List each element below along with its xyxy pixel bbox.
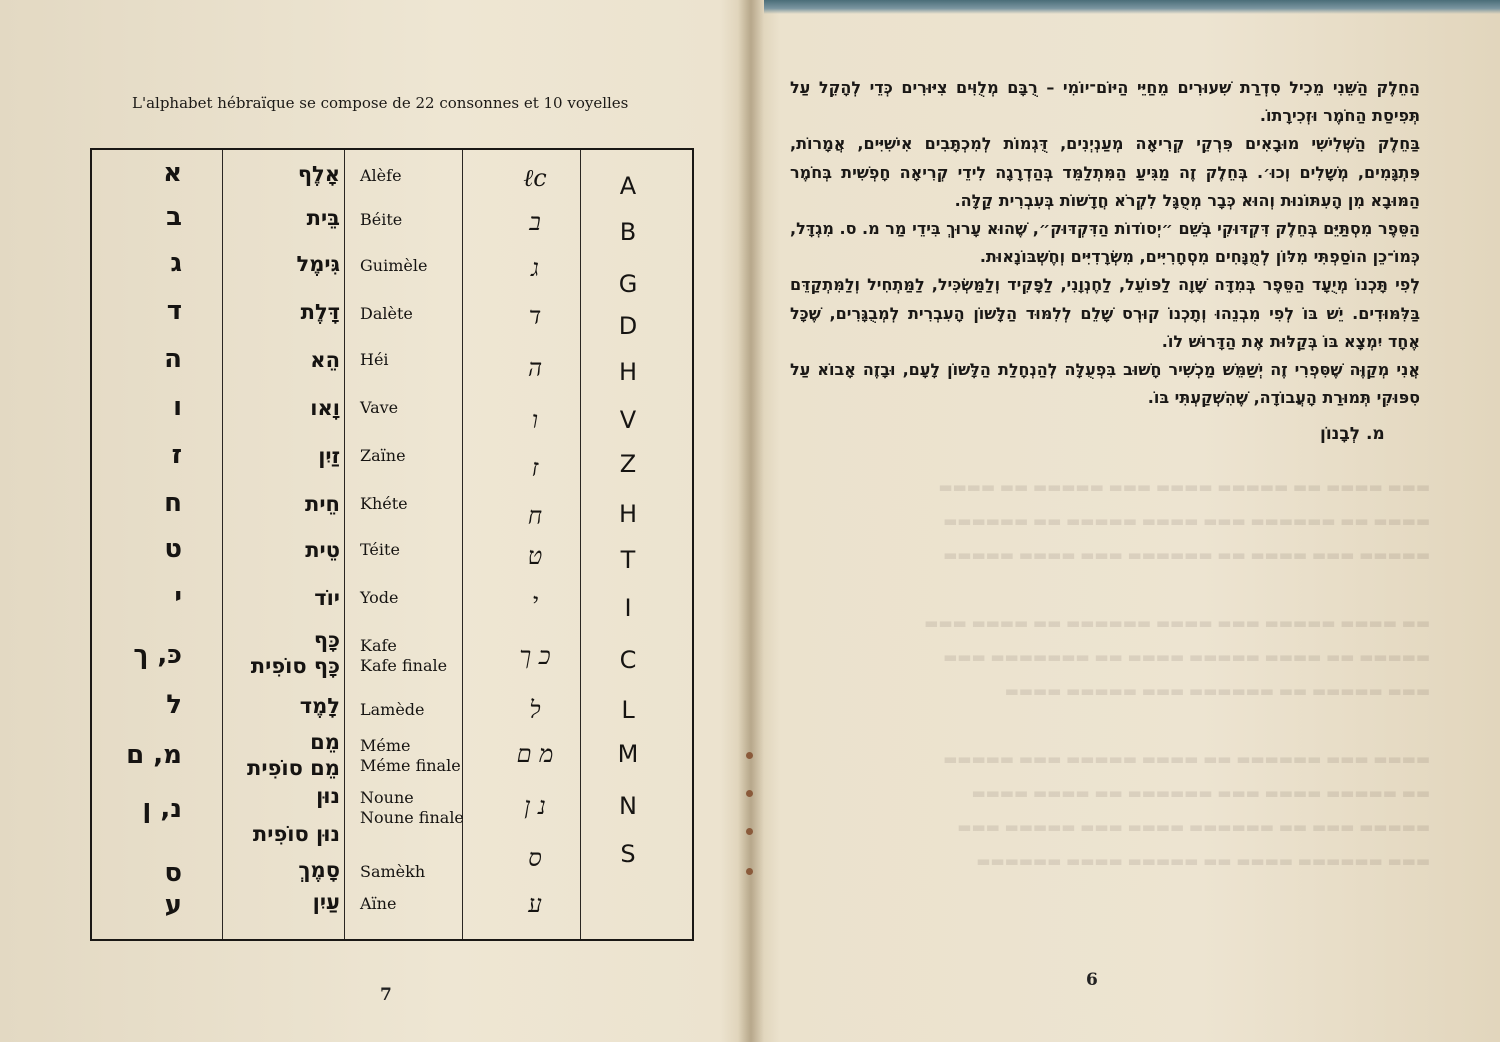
hebrew-letter: מ, ם bbox=[126, 740, 182, 770]
page-title: L'alphabet hébraïque se compose de 22 consonnes et 10 voyelles bbox=[132, 94, 629, 112]
latin-equivalent: T bbox=[620, 546, 636, 574]
letter-name-hebrew: מֵם bbox=[310, 730, 340, 754]
letter-name-french: Héi bbox=[360, 350, 389, 369]
cursive-letter: ז bbox=[531, 454, 539, 482]
cursive-letter: מ ם bbox=[516, 740, 554, 768]
letter-name-hebrew: חֵית bbox=[305, 492, 340, 516]
cursive-letter: ד bbox=[528, 302, 542, 330]
letter-name-french: Guimèle bbox=[360, 256, 428, 275]
binding-stitch bbox=[746, 790, 753, 797]
hebrew-preface-text bbox=[790, 74, 1420, 412]
letter-name-hebrew: סָמֶךְ bbox=[298, 858, 340, 882]
letter-name-hebrew: נוּן bbox=[316, 784, 340, 808]
letter-name-french-final: Kafe finale bbox=[360, 656, 448, 675]
cursive-letter: ל bbox=[529, 696, 541, 724]
latin-equivalent: B bbox=[619, 218, 637, 246]
hebrew-letter: ו bbox=[173, 392, 182, 422]
letter-name-french: Alèfe bbox=[360, 166, 402, 185]
letter-name-french: Kafe bbox=[360, 636, 397, 655]
letter-name-french: Vave bbox=[360, 398, 399, 417]
hebrew-letter: נ, ן bbox=[142, 794, 182, 824]
page-number-right: 6 bbox=[1086, 970, 1098, 990]
show-through-text: ▬▬▬ ▬▬▬▬ ▬▬ ▬▬▬▬▬ ▬▬▬▬ ▬▬▬ ▬▬▬▬▬ ▬▬ ▬▬▬▬ ▬▬▬▬ ▬▬ ▬▬▬▬▬▬ ▬▬▬ ▬▬▬▬ ▬▬▬▬▬ ▬▬ ▬▬▬▬▬▬ ▬▬▬▬▬ ▬▬▬ ▬▬▬▬ ▬▬ ▬▬▬▬▬▬ ▬▬▬ ▬▬▬▬ ▬▬▬▬▬ ▬▬ ▬▬▬▬ ▬▬▬▬▬ ▬▬▬ ▬▬▬▬ ▬▬▬▬▬▬ ▬▬ ▬▬▬▬ ▬▬▬ ▬▬▬▬▬ ▬▬ ▬▬▬▬ ▬▬▬▬▬ ▬▬▬▬ ▬▬ ▬▬▬▬▬▬▬ ▬▬▬ ▬▬▬ ▬▬▬▬▬ ▬▬ ▬▬▬▬▬▬ ▬▬▬ ▬▬▬▬▬ ▬▬▬▬ ▬▬▬▬ ▬▬▬ ▬▬▬▬▬▬ ▬▬ ▬▬▬▬ ▬▬▬▬▬ ▬▬▬ ▬▬▬▬▬ ▬▬ ▬▬▬▬▬ ▬▬▬▬ ▬▬▬ ▬▬▬▬▬▬ ▬▬ ▬▬▬▬ ▬▬▬▬ ▬▬▬▬▬ ▬▬▬ ▬▬ ▬▬▬▬▬▬ ▬▬▬▬ ▬▬▬ ▬▬▬▬▬ ▬▬▬ ▬▬▬ ▬▬▬▬▬▬ ▬▬▬▬ ▬▬ ▬▬▬▬▬ ▬▬▬▬ ▬▬▬▬▬▬ bbox=[924, 478, 1430, 870]
latin-equivalent: A bbox=[619, 172, 637, 200]
hebrew-letter: ה bbox=[164, 344, 182, 374]
cursive-letter: ג bbox=[531, 254, 539, 282]
letter-name-french: Béite bbox=[360, 210, 403, 229]
column-divider bbox=[580, 150, 581, 939]
hebrew-letter: ס bbox=[164, 858, 182, 888]
cursive-letter: ע bbox=[528, 890, 542, 918]
cursive-letter: נ ן bbox=[524, 792, 546, 820]
cursive-letter: ℓc bbox=[523, 164, 547, 192]
latin-equivalent: I bbox=[624, 594, 632, 622]
binding-stitch bbox=[746, 828, 753, 835]
letter-name-hebrew-final: נוּן סוֹפִית bbox=[252, 822, 340, 846]
paragraph: אֲנִי מְקַוֶּה שֶׁסִּפְרִי זֶה יְשַׁמֵּשׁ מַכְשִׁיר חָשׁוּב בִּפְעֻלָּה לְהַנְחָלַת הַלָּשׁוֹן לָעָם, וּבָזֶה אָבוֹא עַל סִפּוּקִי תְּמוּרַת הָעֲבוֹדָה, שֶׁהִשְׁקַעְתִּי בּוֹ. bbox=[790, 360, 1420, 408]
letter-name-hebrew-final: מֵם סוֹפִית bbox=[247, 756, 340, 780]
hebrew-letter: א bbox=[163, 158, 182, 188]
hebrew-letter: ע bbox=[164, 890, 182, 920]
latin-equivalent: G bbox=[618, 270, 638, 298]
latin-equivalent: H bbox=[618, 500, 638, 528]
letter-name-hebrew: הֵא bbox=[310, 348, 340, 372]
column-divider bbox=[344, 150, 345, 939]
hebrew-letter: ט bbox=[164, 534, 182, 564]
hebrew-letter: ג bbox=[170, 248, 182, 278]
letter-name-french: Dalète bbox=[360, 304, 413, 323]
author-signature: מ. לְבָנוֹן bbox=[1320, 424, 1385, 444]
hebrew-letter: כּ, ך bbox=[133, 640, 182, 670]
letter-name-french: Téite bbox=[360, 540, 400, 559]
column-divider bbox=[222, 150, 223, 939]
letter-name-hebrew: לָמֶד bbox=[299, 694, 340, 718]
letter-name-hebrew: בֵּית bbox=[306, 206, 340, 230]
letter-name-french: Khéte bbox=[360, 494, 408, 513]
hebrew-letter: י bbox=[174, 582, 182, 612]
cursive-letter: כ ך bbox=[519, 642, 551, 670]
letter-name-french: Zaïne bbox=[360, 446, 406, 465]
latin-equivalent: Z bbox=[619, 450, 637, 478]
latin-equivalent: D bbox=[618, 312, 638, 340]
latin-equivalent: V bbox=[619, 406, 637, 434]
binding-stitch bbox=[746, 868, 753, 875]
cursive-letter: ח bbox=[527, 502, 543, 530]
latin-equivalent: L bbox=[621, 696, 635, 724]
hebrew-letter: ח bbox=[164, 488, 182, 518]
cursive-letter: ב bbox=[529, 208, 541, 236]
paragraph: לְפִי תָּכְנוֹ מְיֻעָד הַסֵּפֶר בְּמִדָּה שָׁוָה לַפּוֹעֵל, לַחֶנְוָנִי, לַפָּקִיד וְלַמַּשְׂכִּיל, לַמַּתְחִיל וְלַמִּתְקַדֵּם בַּלִּמּוּדִים. יֵשׁ בּוֹ לְפִי מִבְנֵהוּ וְתָכְנוֹ קוּרְס שָׁלֵם לְלִמּוּד הַלָּשׁוֹן הָעִבְרִית לְמְבֻגָּרִים, שֶׁכָּל אֶחָד יִמְצָא בּוֹ בְּקַלּוּת אֶת הַדָּרוּשׁ לוֹ. bbox=[790, 275, 1420, 351]
letter-name-hebrew: כָּף bbox=[313, 628, 340, 652]
latin-equivalent: N bbox=[619, 792, 637, 820]
cursive-letter: ו bbox=[531, 406, 539, 434]
hebrew-letter: ד bbox=[166, 296, 182, 326]
letter-name-hebrew: וָאו bbox=[310, 396, 340, 420]
letter-name-hebrew-final: כָּף סוֹפִית bbox=[250, 654, 340, 678]
hebrew-letter: ב bbox=[166, 202, 182, 232]
letter-name-hebrew: טֵית bbox=[305, 538, 340, 562]
paragraph: בַּחֵלֶק הַשְּׁלִישִׁי מוּבָאִים פִּרְקֵי קְרִיאָה מְעַנְיְנִים, דֻּגְמוֹת לְמִכְתָּבִים אִישִׁיִּים, אֲמָרוֹת, פִּתְגָּמִים, מְשָׁלִים וְכוּ׳. בְּחֵלֶק זֶה מַגִּיעַ הַמִּתְלַמֵּד בְּהַדְרָגָה לִידֵי קְרִיאָה חָפְשִׁית בְּחֹמֶר הַמּוּבָא מִן הָעִתּוֹנוּת וְהוּא כְּבָר מְסֻגָּל לִקְרֹא חֲדָשׁוֹת בְּעִבְרִית קַלָּה. bbox=[790, 134, 1420, 210]
cursive-letter: ה bbox=[527, 354, 543, 382]
alphabet-table bbox=[90, 148, 694, 941]
binding-stitch bbox=[746, 752, 753, 759]
letter-name-hebrew: דָּלֶת bbox=[300, 300, 340, 324]
letter-name-french: Aïne bbox=[360, 894, 397, 913]
book-gutter bbox=[738, 0, 764, 1042]
letter-name-french: Lamède bbox=[360, 700, 425, 719]
letter-name-french: Yode bbox=[360, 588, 399, 607]
letter-name-french: Samèkh bbox=[360, 862, 426, 881]
letter-name-french: Noune bbox=[360, 788, 414, 807]
latin-equivalent-extra: S bbox=[620, 840, 636, 868]
hebrew-letter: ל bbox=[166, 690, 182, 720]
cursive-letter: ס bbox=[528, 844, 542, 872]
latin-equivalent: H bbox=[618, 358, 638, 386]
latin-equivalent: M bbox=[617, 740, 639, 768]
letter-name-hebrew: זַיִן bbox=[318, 444, 340, 468]
letter-name-hebrew: עַיִן bbox=[312, 890, 340, 914]
paragraph: הַחֵלֶק הַשֵּׁנִי מֵכִיל סִדְרַת שִׁעוּרִים מֵחַיֵּי הַיּוֹם־יוֹמִי – רֻבָּם מְלֻוִּים צִיּוּרִים כְּדֵי לְהָקֵל עַל תְּפִיסַת הַחֹמֶר וּזְכִירָתוֹ. bbox=[790, 78, 1420, 126]
paragraph: הַסֵּפֶר מִסְתַּיֵּם בְּחֵלֶק דִּקְדּוּקִי בְּשֵׁם ״יְסוֹדוֹת הַדִּקְדּוּק״, שֶׁהוּא עָרוּךְ בִּידֵי מַר מ. ס. מִגְדָּל, כְּמוֹ־כֵן הוֹסַפְתִּי מִלּוֹן לְמֻנָּחִים מִסְחָרִיִּים, מִשְׂרָדִיִּים וְחֶשְׁבּוֹנָאוּת. bbox=[790, 219, 1420, 267]
letter-name-hebrew: אָלֶף bbox=[297, 162, 340, 186]
cursive-letter: ט bbox=[527, 542, 543, 570]
letter-name-hebrew: יוֹד bbox=[314, 586, 340, 610]
latin-equivalent: C bbox=[619, 646, 637, 674]
page-number-left: 7 bbox=[380, 985, 392, 1005]
letter-name-hebrew: גִּימֶל bbox=[296, 252, 340, 276]
hebrew-letter: ז bbox=[171, 440, 182, 470]
letter-name-french-final: Noune finale bbox=[360, 808, 464, 827]
letter-name-french-final: Méme finale bbox=[360, 756, 461, 775]
book-cover-edge bbox=[764, 0, 1500, 14]
cursive-letter: י bbox=[531, 588, 539, 616]
letter-name-french: Méme bbox=[360, 736, 411, 755]
